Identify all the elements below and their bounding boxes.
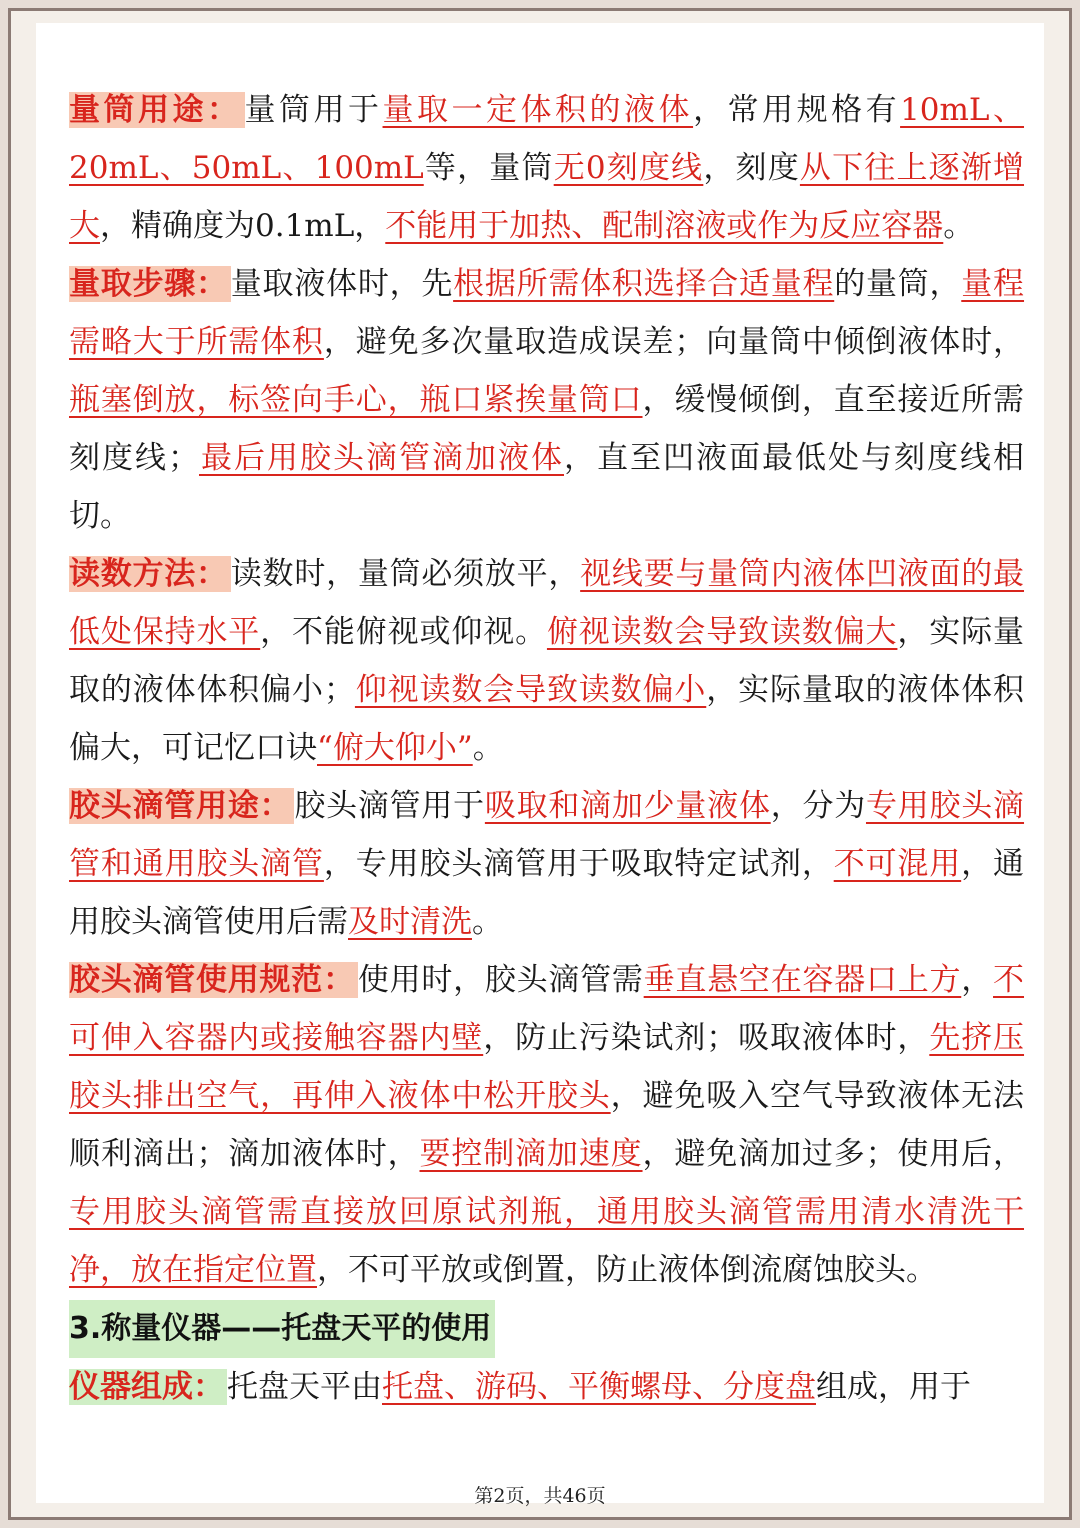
section-heading-row: [69, 1299, 1024, 1358]
paragraph-measuring-steps: [69, 255, 1024, 545]
highlight: 先挤压胶头排出空气，再伸入液体中松开胶头: [69, 1020, 1025, 1114]
text: 量筒用于: [244, 92, 383, 128]
highlight: 托盘、游码、平衡螺母、分度盘: [382, 1369, 816, 1405]
text: ，专用胶头滴管用于吸取特定试剂，: [323, 846, 834, 882]
highlight: 根据所需体积选择合适量程: [453, 266, 835, 302]
paragraph-reading-method: [69, 545, 1024, 777]
text: ，实际量取的液体体积偏小；: [69, 614, 1025, 708]
page-frame: [8, 8, 1072, 1520]
text: ，不能俯视或仰视。: [260, 614, 547, 650]
text: ，分为: [770, 788, 866, 824]
highlight: 不能用于加热、配制溶液或作为反应容器: [385, 208, 944, 244]
highlight: 无0刻度线: [553, 150, 704, 186]
highlight: 及时清洗: [348, 904, 472, 940]
document-body: [69, 81, 1024, 1416]
highlight: “俯大仰小”: [317, 730, 473, 766]
highlight: 量程需略大于所需体积: [69, 266, 1025, 360]
text: ，不可平放或倒置，防止液体倒流腐蚀胶头。: [317, 1252, 937, 1288]
text: 等，量筒: [423, 150, 554, 186]
highlight: 垂直悬空在容器口上方: [643, 962, 962, 998]
highlight: 要控制滴加速度: [419, 1136, 643, 1172]
text: ，精确度为0.1mL，: [100, 208, 386, 244]
highlight: 最后用胶头滴管滴加液体: [199, 440, 564, 476]
text: ，刻度: [703, 150, 800, 186]
text: ，避免多次量取造成误差；向量筒中倾倒液体时，: [323, 324, 1025, 360]
label-dropper-rules: 胶头滴管使用规范：: [69, 962, 358, 998]
paragraph-graduated-cylinder-use: [69, 81, 1024, 255]
text: 量取液体时，先: [230, 266, 454, 302]
text: ，避免滴加过多；使用后，: [642, 1136, 1025, 1172]
text: ，: [961, 962, 994, 998]
highlight: 专用胶头滴管和通用胶头滴管: [69, 788, 1025, 882]
text: ，常用规格有: [693, 92, 901, 128]
paragraph-dropper-use: [69, 777, 1024, 951]
label-dropper-use: 胶头滴管用途：: [69, 788, 294, 824]
highlight: 吸取和滴加少量液体: [484, 788, 771, 824]
highlight: 俯视读数会导致读数偏大: [546, 614, 898, 650]
highlight: 不可伸入容器内或接触容器内壁: [69, 962, 1025, 1056]
highlight: 不可混用: [833, 846, 962, 882]
text: 读数时，量筒必须放平，: [230, 556, 581, 592]
text: 胶头滴管用于: [294, 788, 485, 824]
highlight: 视线要与量筒内液体凹液面的最低处保持水平: [69, 556, 1025, 650]
text: 的量筒，: [834, 266, 962, 302]
page-number: 第2页，共46页: [474, 1485, 606, 1507]
label-reading-method: 读数方法：: [69, 556, 231, 592]
text: ，缓慢倾倒，直至接近所需刻度线；: [69, 382, 1024, 476]
document-page: [36, 23, 1044, 1507]
text: ，防止污染试剂；吸取液体时，: [483, 1020, 930, 1056]
highlight: 10mL、20mL、50mL、100mL: [69, 92, 1025, 186]
highlight: 仰视读数会导致读数偏小: [354, 672, 707, 708]
highlight: 瓶塞倒放，标签向手心，瓶口紧挨量筒口: [69, 382, 643, 418]
text: ，避免吸入空气导致液体无法顺利滴出；滴加液体时，: [69, 1078, 1024, 1172]
text: ，直至凹液面最低处与刻度线相切。: [69, 440, 1024, 534]
text: 组成，用于: [816, 1369, 971, 1405]
label-measuring-steps: 量取步骤：: [69, 266, 231, 302]
text: 。: [943, 208, 975, 244]
text: ，通用胶头滴管使用后需: [69, 846, 1025, 940]
text: 使用时，胶头滴管需: [357, 962, 644, 998]
highlight: 从下往上逐渐增大: [69, 150, 1025, 244]
label-balance-parts: 仪器组成：: [69, 1369, 227, 1405]
highlight: 量取一定体积的液体: [382, 92, 694, 128]
text: ，实际量取的液体体积偏大，可记忆口诀: [69, 672, 1025, 766]
text: 。: [472, 730, 504, 766]
label-cylinder-use: 量筒用途：: [69, 92, 245, 128]
paragraph-dropper-rules: [69, 951, 1024, 1299]
text: 托盘天平由: [227, 1369, 382, 1405]
highlight: 专用胶头滴管需直接放回原试剂瓶，通用胶头滴管需用清水清洗干净，放在指定位置: [69, 1194, 1024, 1288]
text: 。: [472, 904, 503, 940]
section-heading: 3.称量仪器——托盘天平的使用: [69, 1300, 495, 1358]
paragraph-balance-parts: [69, 1358, 1024, 1416]
